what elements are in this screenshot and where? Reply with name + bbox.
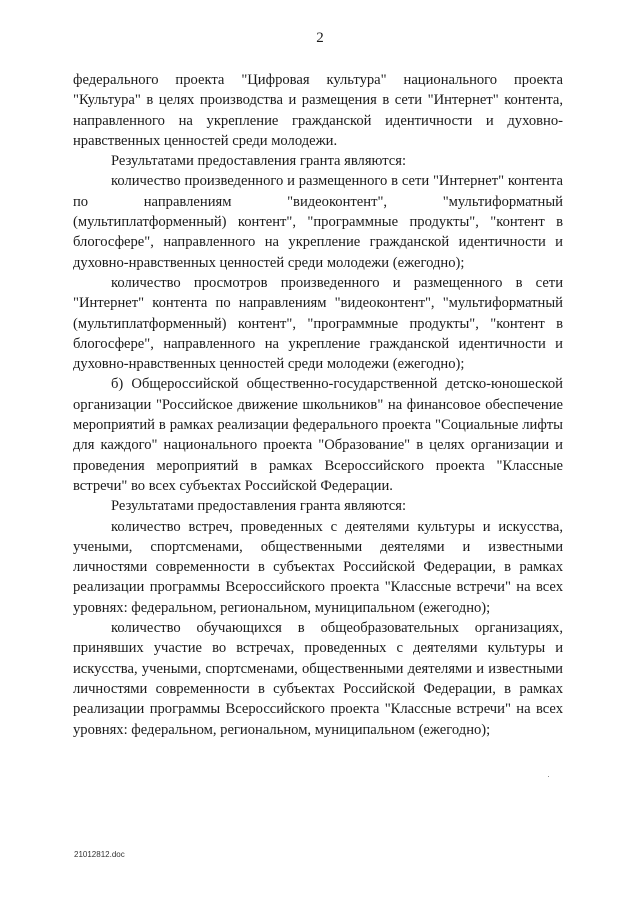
document-body (73, 70, 563, 740)
paragraph-8: количество обучающихся в общеобразовательных организациях, принявших участие во встречах, проведенных с деятелями культуры и искусства, учеными, спортсменами, общественными деятелями и известными личностями современности в субъектах Российской Федерации, в рамках реализации программы Всероссийского проекта "Классные встречи" на всех уровнях: федеральном, региональном, муниципальном (ежегодно); (73, 620, 563, 738)
scan-speck (548, 776, 549, 777)
paragraph-5: б) Общероссийской общественно-государственной детско-юношеской организации "Российское движение школьников" на финансовое обеспечение мероприятий в рамках реализации федерального проекта "Социальные лифты для каждого" национального проекта "Образование" в целях организации и проведения мероприятий в рамках Всероссийского проекта "Классные встречи" во всех субъектах Российской Федерации. (73, 376, 563, 494)
paragraph-3: количество произведенного и размещенного в сети "Интернет" контента по направлениям "видеоконтент", "мультиформатный (мультиплатформенный) контент", "программные продукты", "контент в блогосфере", направленного на укрепление гражданской идентичности и духовно-нравственных ценностей среди молодежи (ежегодно); (73, 173, 563, 271)
paragraph-1: федерального проекта "Цифровая культура" национального проекта "Культура" в целях производства и размещения в сети "Интернет" контента, направленного на укрепление гражданской идентичности и духовно-нравственных ценностей среди молодежи. (73, 72, 563, 149)
page-number: 2 (316, 30, 324, 46)
footer-file-code: 21012812.doc (74, 850, 125, 859)
paragraph-2: Результатами предоставления гранта являются: (111, 153, 407, 170)
paragraph-4: количество просмотров произведенного и размещенного в сети "Интернет" контента по направлениям "видеоконтент", "мультиформатный (мультиплатформенный) контент", "программные продукты", "контент в блогосфере", направленного на укрепление гражданской идентичности и духовно-нравственных ценностей среди молодежи (ежегодно); (73, 274, 563, 373)
paragraph-6: Результатами предоставления гранта являются: (111, 498, 407, 515)
paragraph-7: количество встреч, проведенных с деятелями культуры и искусства, учеными, спортсменами, общественными деятелями и известными личностями современности в субъектах Российской Федерации, в рамках реализации программы Всероссийского проекта "Классные встречи" на всех уровнях: федеральном, региональном, муниципальном (ежегодно); (73, 518, 563, 616)
